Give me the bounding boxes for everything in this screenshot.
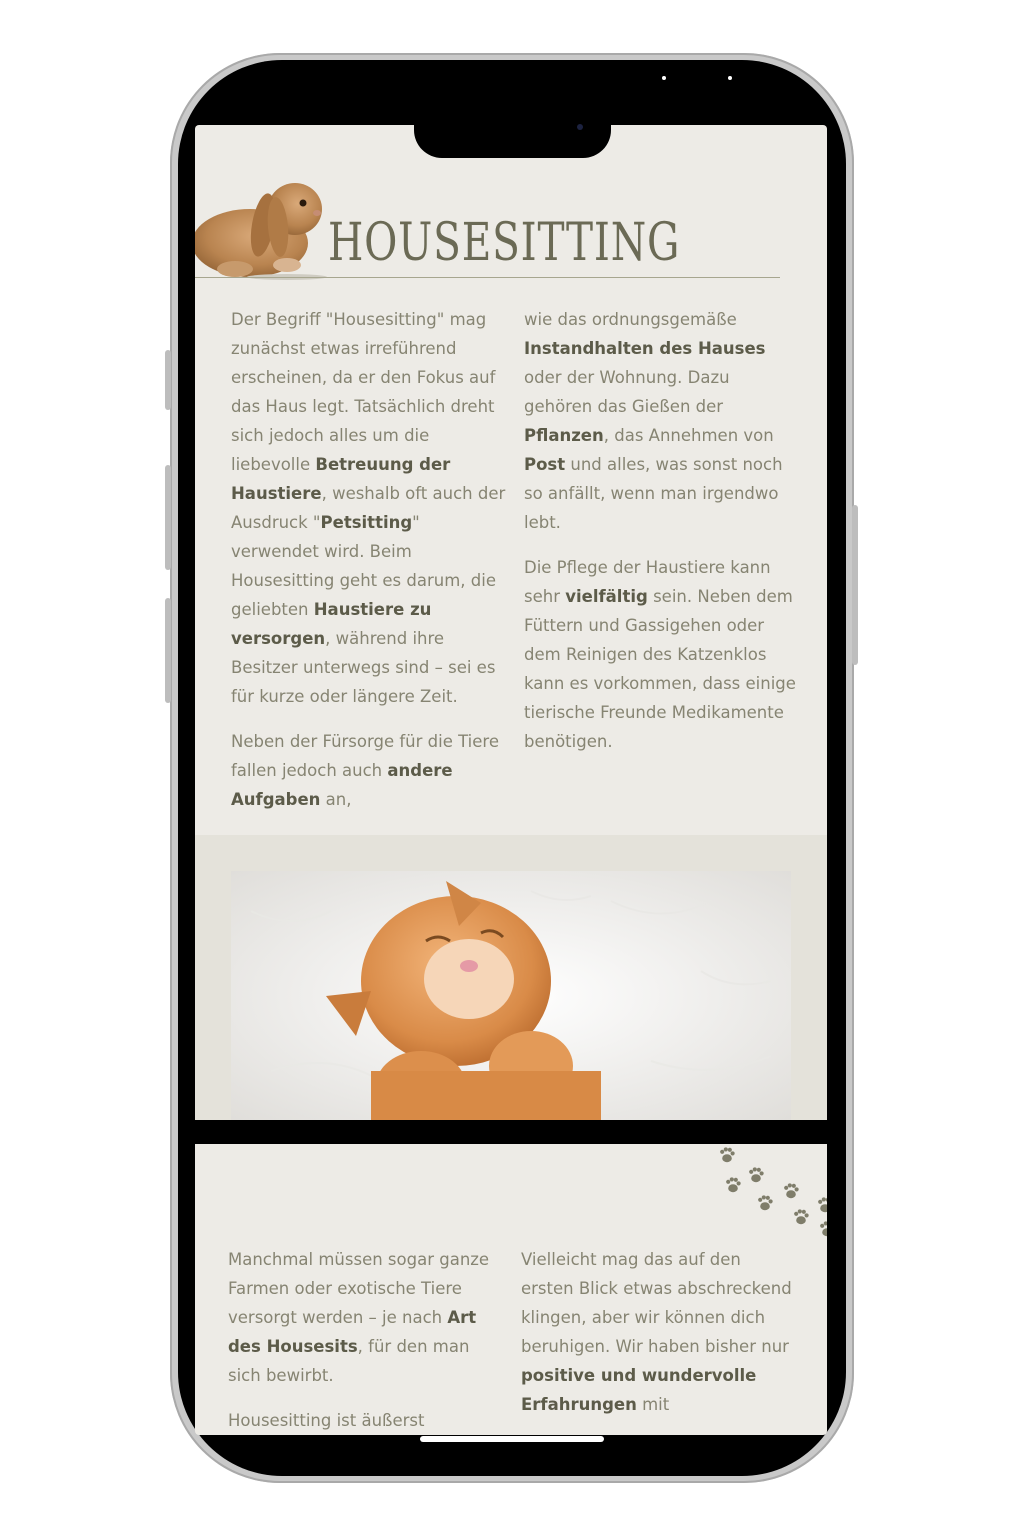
text-column-right-section2 <box>521 1245 797 1435</box>
volume-down-button <box>165 598 171 703</box>
paragraph: Neben der Fürsorge für die Tiere fallen jedoch auch andere Aufgaben an, <box>231 732 499 809</box>
volume-up-button <box>165 465 171 570</box>
power-button <box>852 505 858 665</box>
text-column-left-section2 <box>228 1245 504 1435</box>
paragraph: Vielleicht mag das auf den ersten Blick etwas abschreckend klingen, aber wir können dich beruhigen. Wir haben bisher nur positive und wundervolle Erfahrungen mit <box>521 1250 792 1414</box>
home-indicator[interactable] <box>420 1436 604 1442</box>
title-divider <box>195 277 780 278</box>
text-column-right <box>524 305 800 772</box>
mute-switch <box>165 350 171 410</box>
paragraph: wie das ordnungsgemäße Instandhalten des Hauses oder der Wohnung. Dazu gehören das Gießen der Pflanzen, das Annehmen von Post und alles, was sonst noch so anfällt, wenn man irgendwo lebt. <box>524 310 783 532</box>
status-indicator <box>728 76 732 80</box>
sleeping-kitten-photo <box>231 871 791 1120</box>
rabbit-illustration <box>195 165 330 280</box>
status-indicator <box>662 76 666 80</box>
camera-icon <box>577 124 583 130</box>
paragraph: Housesitting ist äußerst <box>228 1411 425 1430</box>
paw-prints-icon <box>713 1143 827 1238</box>
screen[interactable] <box>195 125 827 1435</box>
text-column-left <box>231 305 507 830</box>
section-divider <box>195 1120 827 1144</box>
page-title: HOUSESITTING <box>328 213 681 273</box>
paragraph: Die Pflege der Haustiere kann sehr vielfältig sein. Neben dem Füttern und Gassigehen oder dem Reinigen des Katzenklos kann es vorkommen, dass einige tierische Freunde Medikamente benötigen. <box>524 558 796 751</box>
paragraph: Manchmal müssen sogar ganze Farmen oder exotische Tiere versorgt werden – je nach Art des Housesits, für den man sich bewirbt. <box>228 1250 490 1385</box>
paragraph: Der Begriff "Housesitting" mag zunächst etwas irreführend erscheinen, da er den Fokus auf das Haus legt. Tatsächlich dreht sich jedoch alles um die liebevolle Betreuung der Haustiere, weshalb oft auch der Ausdruck "Petsitting" verwendet wird. Beim Housesitting geht es darum, die geliebten Haustiere zu versorgen, während ihre Besitzer unterwegs sind – sei es für kurze oder längere Zeit. <box>231 310 506 706</box>
